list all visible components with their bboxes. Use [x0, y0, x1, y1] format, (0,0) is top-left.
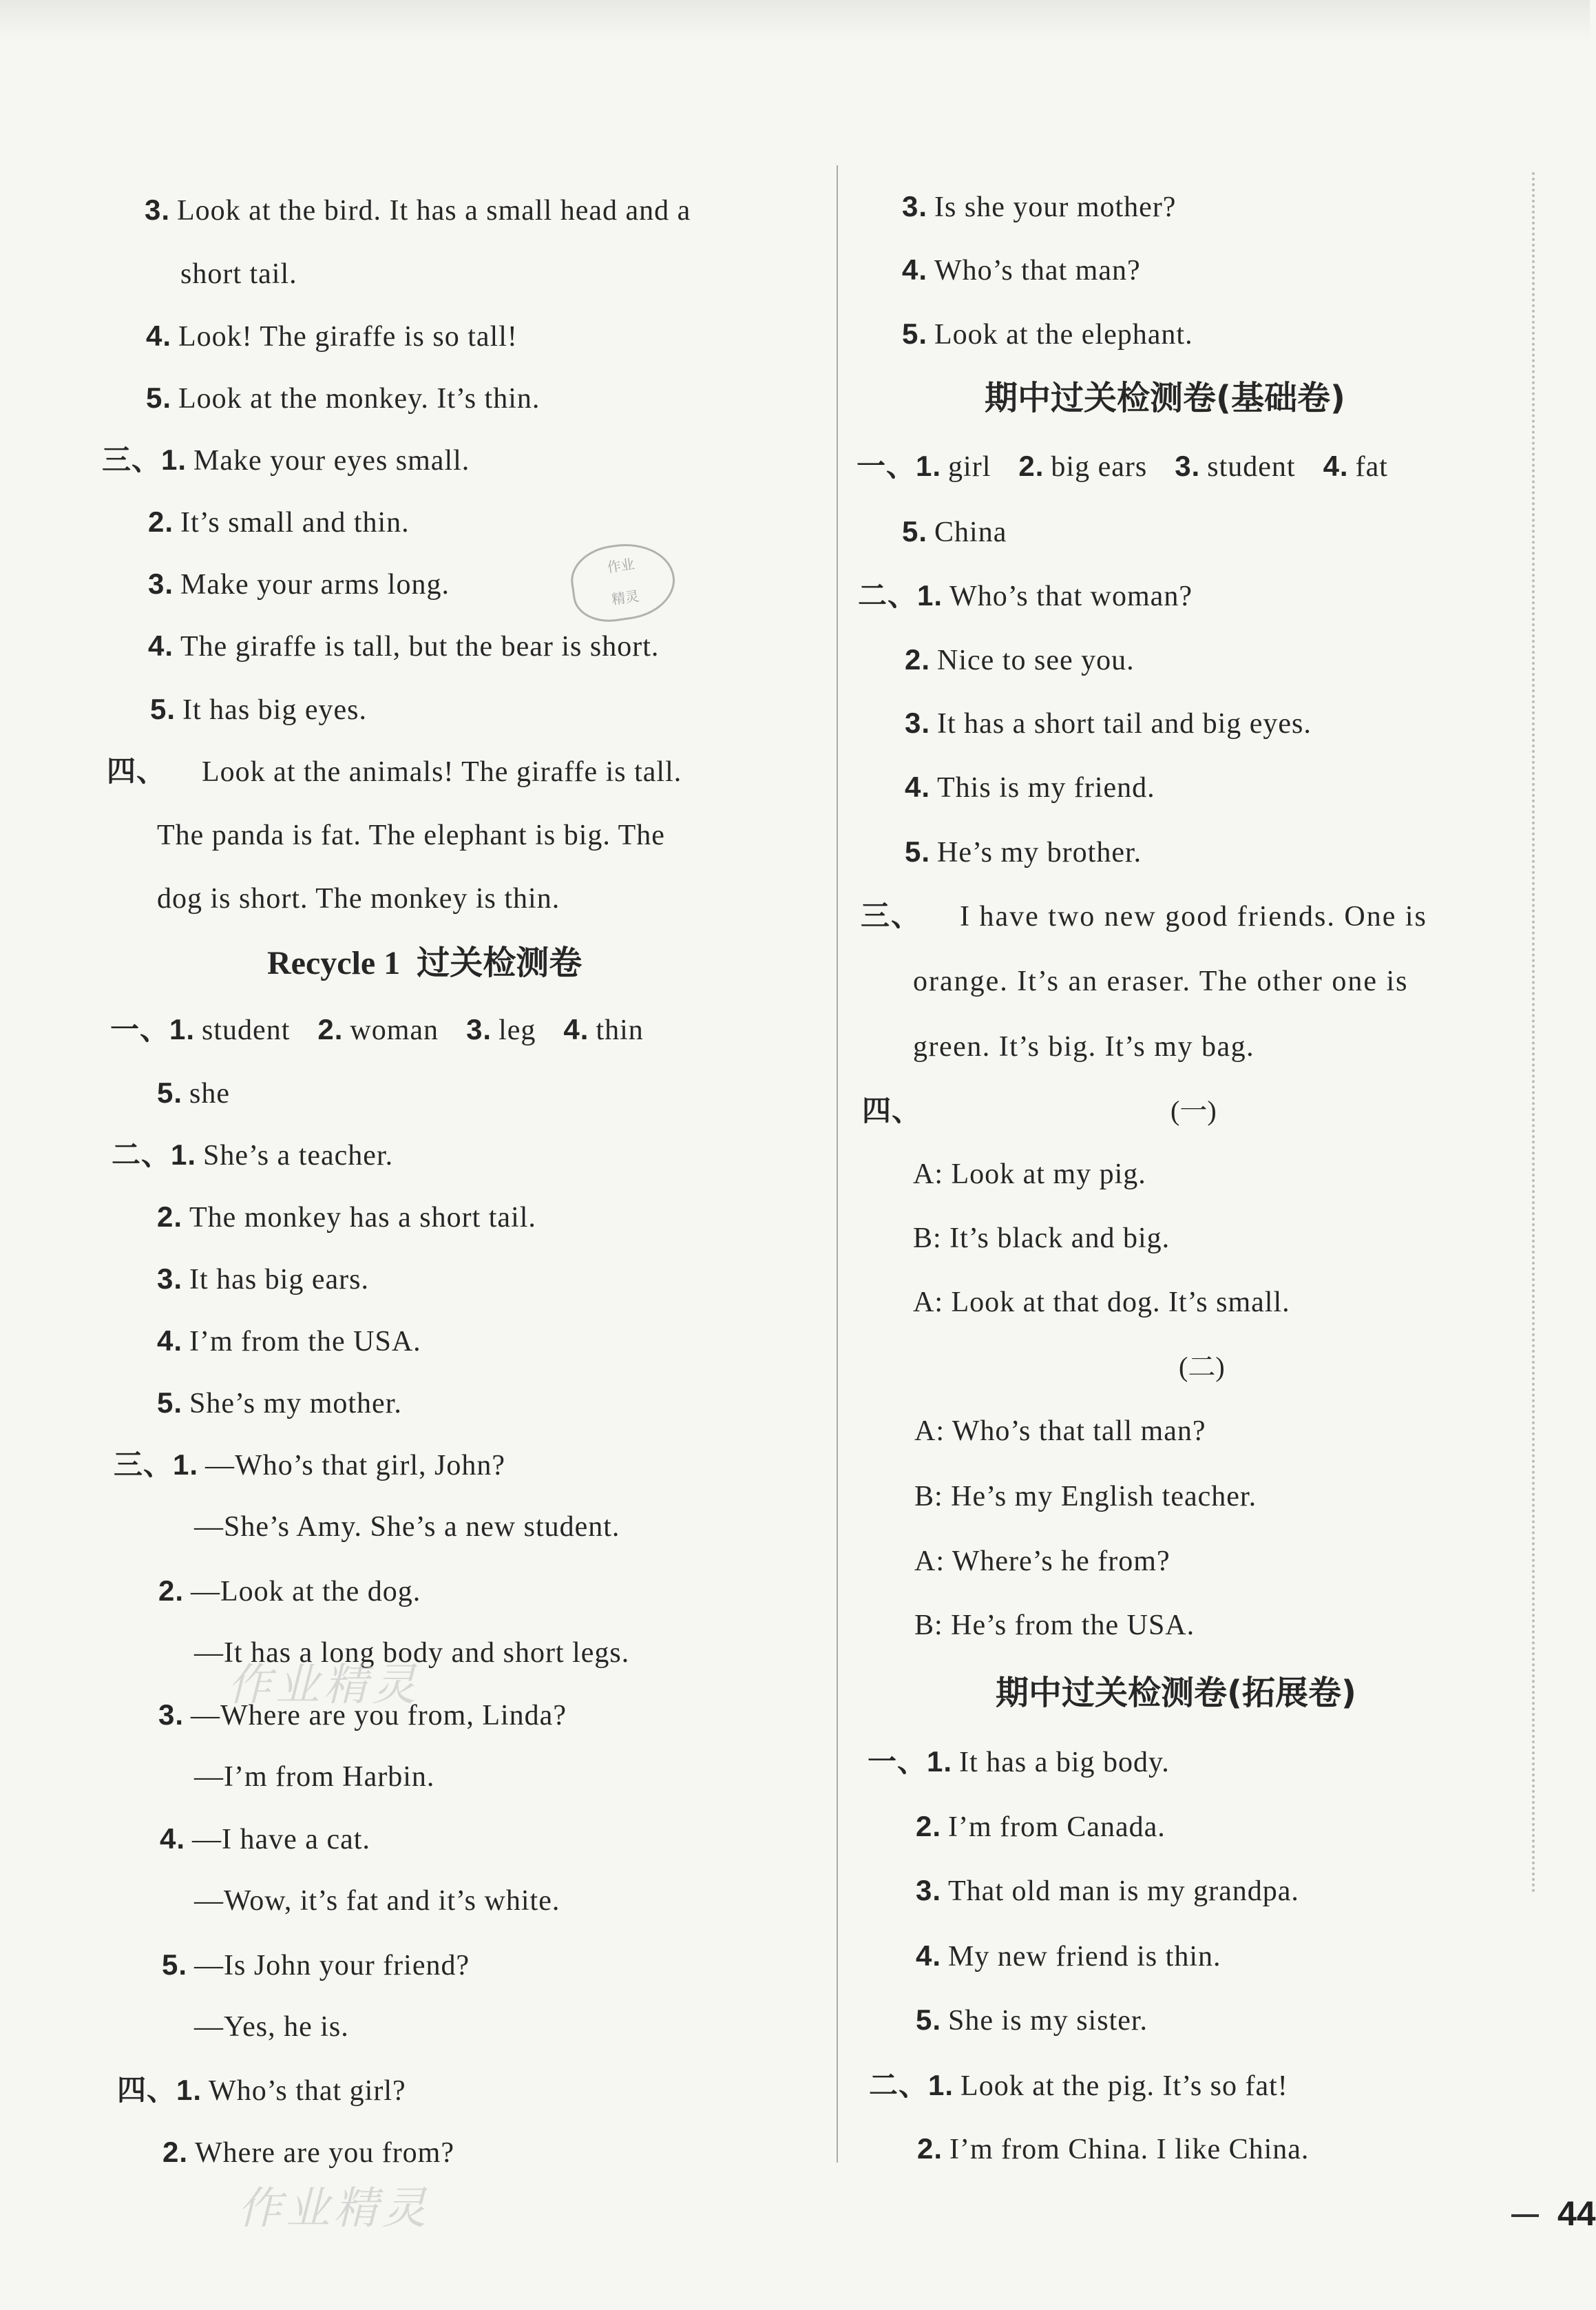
- page-number: 44: [1557, 2194, 1596, 2233]
- answer-line: 三、1. —Who’s that girl, John?: [114, 1448, 505, 1481]
- dialogue-label-one: (一): [1170, 1095, 1217, 1126]
- answer-line: 4. This is my friend.: [905, 771, 1155, 804]
- answer-line: 一、1. student 2. woman 3. leg 4. thin: [110, 1012, 644, 1046]
- answer-line: —I’m from Harbin.: [194, 1761, 435, 1793]
- answer-line: short tail.: [180, 258, 297, 290]
- answer-line: A: Where’s he from?: [914, 1546, 1170, 1577]
- answer-line: 2. It’s small and thin.: [148, 506, 410, 539]
- answer-line: 三、1. Make your eyes small.: [102, 443, 470, 477]
- answer-line: orange. It’s an eraser. The other one is: [913, 966, 1409, 997]
- answer-line: 4. Who’s that man?: [902, 253, 1141, 287]
- answer-line: 一、1. It has a big body.: [868, 1745, 1170, 1778]
- answer-line: 3. Make your arms long.: [148, 568, 450, 601]
- answer-line: 四、: [862, 1094, 922, 1127]
- section-title-midterm-basic: 期中过关检测卷(基础卷): [985, 379, 1345, 417]
- answer-line: A: Look at that dog. It’s small.: [913, 1287, 1290, 1318]
- answer-line: B: He’s from the USA.: [914, 1610, 1195, 1641]
- answer-line: 2. The monkey has a short tail.: [157, 1200, 536, 1234]
- scan-top-edge: [0, 0, 1590, 41]
- answer-line: 3. It has a short tail and big eyes.: [905, 707, 1312, 740]
- answer-line: 5. —Is John your friend?: [162, 1948, 470, 1981]
- watermark: 作业精灵: [238, 2183, 430, 2234]
- dialogue-label-two: (二): [1179, 1351, 1225, 1382]
- answer-line: 2. Nice to see you.: [905, 643, 1135, 676]
- answer-line: dog is short. The monkey is thin.: [157, 883, 560, 915]
- answer-line: 三、 I have two new good friends. One is: [861, 899, 1427, 933]
- answer-line: 5. Look at the monkey. It’s thin.: [146, 382, 540, 415]
- answer-line: 四、 Look at the animals! The giraffe is tall.: [107, 754, 682, 788]
- answer-line: 5. Look at the elephant.: [902, 318, 1193, 351]
- answer-line: —It has a long body and short legs.: [194, 1637, 630, 1669]
- answer-line: 3. Look at the bird. It has a small head and a: [145, 194, 691, 227]
- watermark: 作业精灵: [227, 1660, 420, 1711]
- answer-line: 4. I’m from the USA.: [157, 1324, 421, 1357]
- answer-line: 5. He’s my brother.: [905, 835, 1142, 868]
- answer-line: —Yes, he is.: [194, 2011, 349, 2043]
- answer-line: 2. I’m from China. I like China.: [917, 2132, 1310, 2165]
- stamp-logo: 作业 精灵: [567, 537, 680, 627]
- answer-line: 2. Where are you from?: [162, 2136, 454, 2169]
- answer-line: 二、1. She’s a teacher.: [112, 1138, 394, 1172]
- answer-line: A: Who’s that tall man?: [914, 1415, 1206, 1447]
- answer-line: 5. She’s my mother.: [157, 1386, 402, 1419]
- answer-line: 4. The giraffe is tall, but the bear is short.: [148, 629, 660, 663]
- answer-line: 5. she: [157, 1076, 231, 1110]
- section-title-midterm-extended: 期中过关检测卷(拓展卷): [996, 1674, 1356, 1712]
- answer-line: 2. I’m from Canada.: [916, 1810, 1166, 1843]
- answer-line: 3. Is she your mother?: [902, 190, 1177, 223]
- answer-line: —She’s Amy. She’s a new student.: [194, 1511, 620, 1543]
- answer-line: 5. She is my sister.: [916, 2004, 1148, 2037]
- answer-line: 4. Look! The giraffe is so tall!: [146, 320, 518, 353]
- answer-line: 5. It has big eyes.: [150, 693, 367, 726]
- answer-line: A: Look at my pig.: [913, 1158, 1146, 1190]
- binding-edge: [1525, 172, 1535, 1894]
- answer-line: 二、1. Who’s that woman?: [858, 579, 1193, 612]
- answer-line: 3. That old man is my grandpa.: [916, 1874, 1299, 1907]
- answer-line: The panda is fat. The elephant is big. The: [157, 820, 665, 851]
- answer-line: B: It’s black and big.: [913, 1222, 1170, 1254]
- answer-line: 2. —Look at the dog.: [158, 1574, 421, 1607]
- answer-line: —Wow, it’s fat and it’s white.: [194, 1885, 560, 1917]
- answer-line: 一、1. girl 2. big ears 3. student 4. fat: [857, 449, 1388, 483]
- answer-line: 5. China: [902, 515, 1007, 548]
- answer-line: 4. —I have a cat.: [160, 1822, 370, 1855]
- section-title-recycle-1: Recycle 1 过关检测卷: [267, 944, 582, 982]
- answer-line: B: He’s my English teacher.: [914, 1481, 1257, 1512]
- answer-line: 四、1. Who’s that girl?: [117, 2073, 406, 2107]
- answer-line: 3. —Where are you from, Linda?: [158, 1698, 567, 1731]
- page-number-dash: [1511, 2214, 1539, 2217]
- answer-line: 二、1. Look at the pig. It’s so fat!: [869, 2068, 1288, 2102]
- column-divider: [837, 165, 838, 2163]
- answer-line: 4. My new friend is thin.: [916, 1939, 1221, 1973]
- answer-line: green. It’s big. It’s my bag.: [913, 1031, 1255, 1063]
- answer-line: 3. It has big ears.: [157, 1262, 369, 1296]
